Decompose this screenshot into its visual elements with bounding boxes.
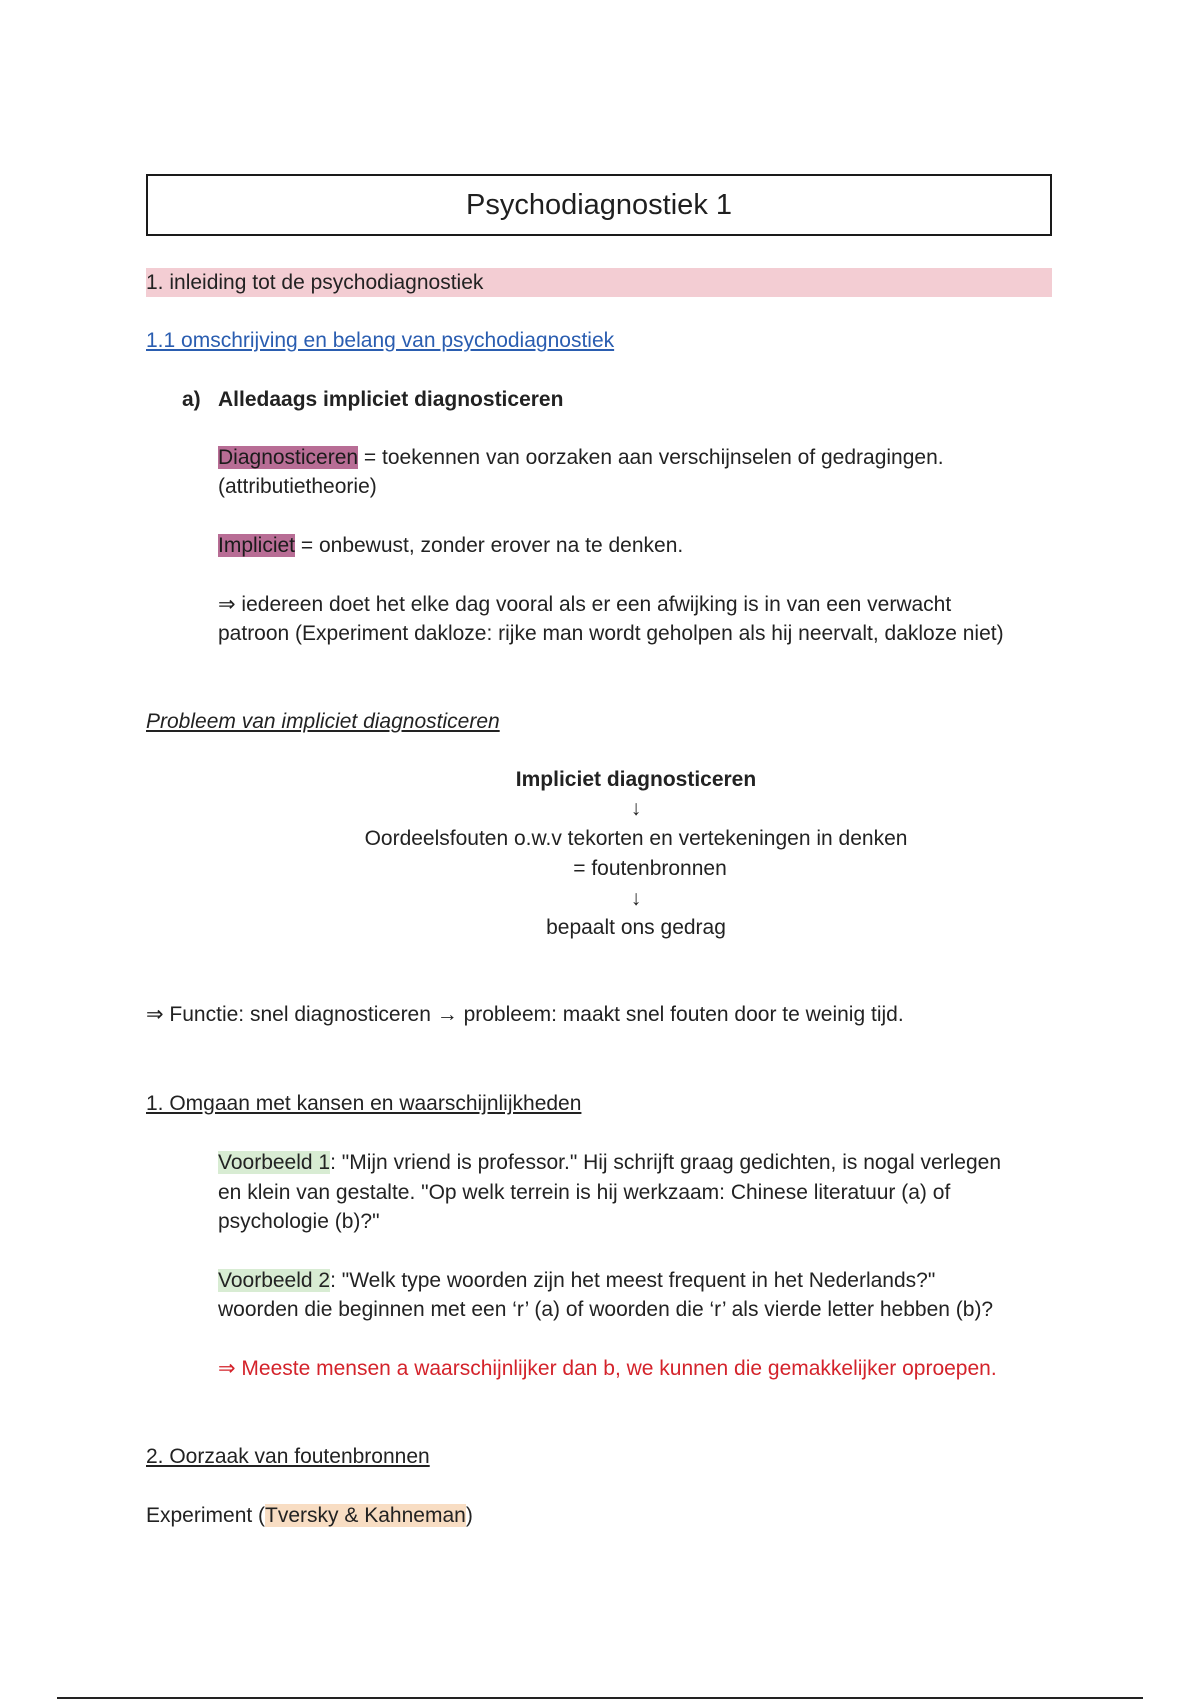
conclusion-line: ⇒ Meeste mensen a waarschijnlijker dan b, we kunnen die gemakkelijker oproepen. [218,1357,997,1380]
example-2-line-2: woorden die beginnen met een ‘r’ (a) of woorden die ‘r’ als vierde letter hebben (b)? [218,1298,994,1321]
example-1-text: : "Mijn vriend is professor." Hij schrijft graag gedichten, is nogal verlegen [330,1151,1002,1174]
example-2-text: : "Welk type woorden zijn het meest frequent in het Nederlands?" [330,1269,936,1292]
experiment-suffix: ) [465,1504,473,1527]
subsection-heading: Alledaags impliciet diagnosticeren [218,388,564,411]
arrow-paragraph-line-2: patroon (Experiment dakloze: rijke man wordt geholpen als hij neervalt, dakloze niet) [218,622,1004,645]
definition-text: = toekennen van oorzaken aan verschijnselen of gedragingen. [358,446,944,469]
term-impliciet: Impliciet [218,534,296,557]
problem-heading: Probleem van impliciet diagnosticeren [146,710,500,733]
flow-step-2: bepaalt ons gedrag [546,916,726,939]
example-1-line-1 [218,1148,1001,1177]
example-2-line-1 [218,1266,935,1295]
experiment-authors: Tversky & Kahneman [265,1504,466,1527]
flow-step-1b: = foutenbronnen [573,857,727,880]
experiment-prefix: Experiment ( [146,1504,266,1527]
definition-diagnosticeren [218,443,944,472]
page-title: Psychodiagnostiek 1 [146,174,1052,236]
example-1-line-2: en klein van gestalte. "Op welk terrein is hij werkzaam: Chinese literatuur (a) of [218,1181,951,1204]
example-2-label: Voorbeeld 2 [218,1269,331,1292]
definition-note: (attributietheorie) [218,475,377,498]
kansen-heading: 1. Omgaan met kansen en waarschijnlijkheden [146,1092,582,1115]
function-line: ⇒ Functie: snel diagnosticeren → probleem: maakt snel fouten door te weinig tijd. [146,1003,904,1026]
page-bottom-rule [57,1697,1143,1699]
oorzaak-heading: 2. Oorzaak van foutenbronnen [146,1445,430,1468]
definition-impliciet [218,531,683,560]
section-heading-1: 1. inleiding tot de psychodiagnostiek [146,268,1052,297]
flow-arrow-2: ↓ [630,887,642,910]
experiment-line [146,1501,473,1530]
example-1-line-3: psychologie (b)?" [218,1210,380,1233]
flow-arrow-1: ↓ [630,797,642,820]
subsection-marker: a) [182,388,201,411]
example-1-label: Voorbeeld 1 [218,1151,331,1174]
definition-text: = onbewust, zonder erover na te denken. [295,534,684,557]
flow-step-1: Oordeelsfouten o.w.v tekorten en vertekeningen in denken [364,827,908,850]
section-link-1-1[interactable]: 1.1 omschrijving en belang van psychodiagnostiek [146,329,615,352]
arrow-paragraph-line-1: ⇒ iedereen doet het elke dag vooral als er een afwijking is in van een verwacht [218,593,952,616]
term-diagnosticeren: Diagnosticeren [218,446,359,469]
flow-title: Impliciet diagnosticeren [515,768,757,791]
